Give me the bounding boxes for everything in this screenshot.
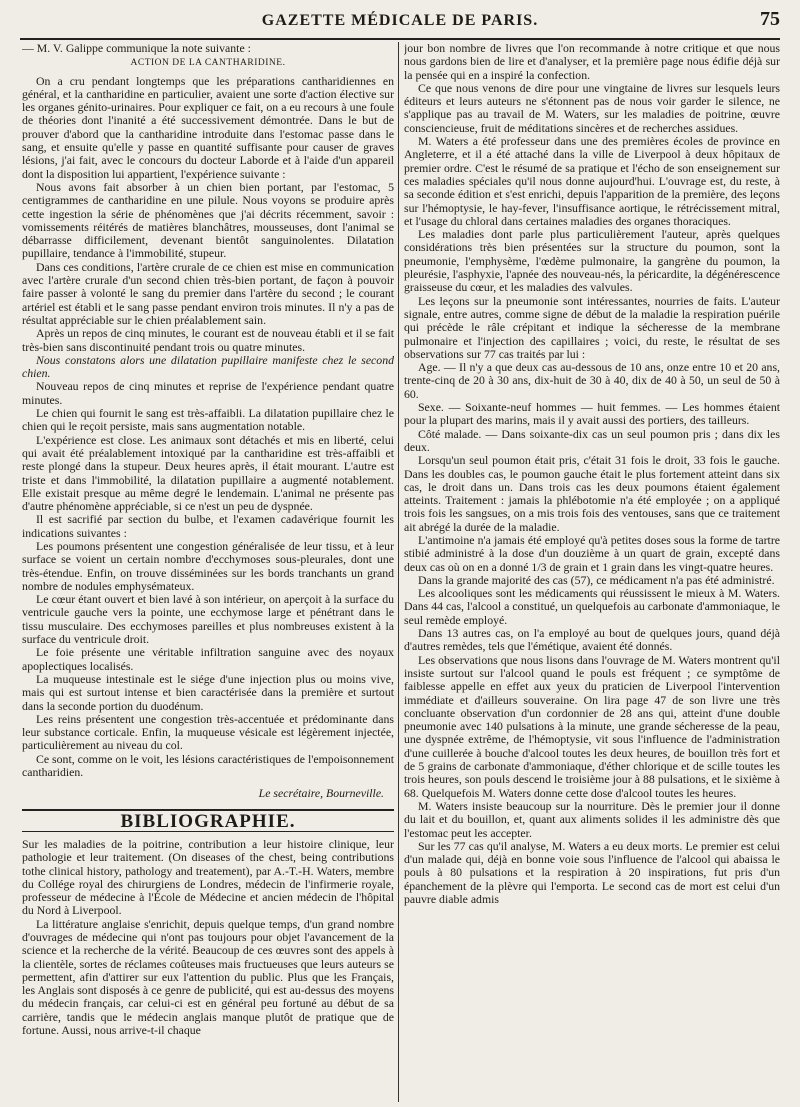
page-header <box>20 6 780 36</box>
paragraph: Les maladies dont parle plus particulièrement l'auteur, après quelques considérations très bien présentées sur la structure du poumon, sont la pneumonie, l'emphysème, l'œdème pulmonaire, la gangrène du poumon, la pleurésie, l'asphyxie, l'apnée des nouveau-nés, la péricardite, la dégénérescence graisseuse du cœur, et les maladies des valvules. <box>404 227 780 295</box>
paragraph: Sur les 77 cas qu'il analyse, M. Waters a eu deux morts. Le premier est celui d'un malade qui, déjà en bonne voie sous l'influence de l'alcool qui abaissa le pouls à 80 pulsations et la respiration à 20 inspirations, fut pris d'un épanchement de la plèvre qui l'emporta. Le second cas de mort est celui d'un pauvre diable admis <box>404 838 780 906</box>
paragraph: L'antimoine n'a jamais été employé qu'à petites doses sous la forme de tartre stibié administré à la dose d'un douzième à un quart de grain, excepté dans deux cas où on en a donné 1/3 de grain et 1 grain dans les vingt-quatre heures. <box>404 532 780 574</box>
paragraph: Dans 13 autres cas, on l'a employé au bout de quelques jours, quand déjà d'autres remèdes, tels que l'émétique, avaient été donnés. <box>404 626 780 654</box>
paragraph: Le chien qui fournit le sang est très-affaibli. La dilatation pupillaire chez le chien qui le reçoit persiste, mais sans augmentation notable. <box>22 406 394 434</box>
paragraph: Ce que nous venons de dire pour une vingtaine de livres sur lesquels leurs éditeurs et leurs auteurs ne s'étonnent pas de nous voir garder le silence, ne s'applique pas au travail de M. Waters, sur les maladies de poitrine, œuvre consciencieuse, fruit de méditations sincères et de recherches assidues. <box>404 80 780 135</box>
paragraph: Ce sont, comme on le voit, les lésions caractéristiques de l'empoisonnement cantharidien. <box>22 751 394 780</box>
column-divider <box>398 42 399 1102</box>
paragraph: M. Waters insiste beaucoup sur la nourriture. Dès le premier jour il donne du lait et du bouillon, et, quant aux aliments solides il les administre dès que l'estomac peut les accepter. <box>404 798 780 840</box>
paragraph: Il est sacrifié par section du bulbe, et l'examen cadavérique fournit les indications suivantes : <box>22 512 394 540</box>
paragraph: Sexe. — Soixante-neuf hommes — huit femmes. — Les hommes étaient pour la plupart des marins, mais il y avait aussi des portiers, des tailleurs. <box>404 400 780 428</box>
paragraph: Nous avons fait absorber à un chien bien portant, par l'estomac, 5 centigrammes de cantharidine en une pilule. Nous voyons se produire après cette ingestion la série de phénomènes que j'ai décrits récemment, savoir : vomissements réitérés de matières blanchâtres, mousseuses, dont l'animal se débarrasse difficilement, devenant bientôt sanguinolentes. Dilatation pupillaire, tendance à l'immobilité, stupeur. <box>22 179 394 261</box>
paragraph: Lorsqu'un seul poumon était pris, c'était 31 fois le droit, 33 fois le gauche. Dans les doubles cas, le poumon gauche était le plus fortement atteint dans six cas, le droit dans un. Dans trois cas les deux poumons étaient également atteints. Traitement : jamais la phlébotomie n'a été employée ; on a appliqué trois fois les sangsues, on a mis trois fois des ventouses, sans que ce traitement ait abrégé la durée de la maladie. <box>404 453 780 534</box>
paragraph: jour bon nombre de livres que l'on recommande à notre critique et que nous nous gardons bien de lire et d'analyser, et la première page nous édifie déjà sur la pensée qui en a inspiré la confection. <box>404 42 780 82</box>
paragraph: Nouveau repos de cinq minutes et reprise de l'expérience pendant quatre minutes. <box>22 379 394 407</box>
page-number: 75 <box>760 8 780 30</box>
paragraph: Le foie présente une véritable infiltration sanguine avec des noyaux apoplectiques localisés. <box>22 645 394 673</box>
right-column <box>404 42 780 1102</box>
paragraph: Le cœur étant ouvert et bien lavé à son intérieur, on aperçoit à la surface du ventricule gauche vers la pointe, une ecchymose large et pénétrant dans le tissu musculaire. Des ecchymoses pareilles et plus nombreuses existent à la surface du ventricule droit. <box>22 592 394 647</box>
header-rule <box>20 38 780 40</box>
signature: Le secrétaire, Bourneville. <box>258 786 384 801</box>
paragraph: Les poumons présentent une congestion généralisée de leur tissu, et à leur surface se voient un certain nombre d'ecchymoses sous-pleurales, dont une très-étendue. Enfin, on trouve disséminées sur les bords tranchants un grand nombre de nodules emphysémateux. <box>22 538 394 593</box>
paragraph: Dans ces conditions, l'artère crurale de ce chien est mise en communication avec l'artère crurale d'un second chien très-bien portant, de façon à pouvoir faire passer à volonté le sang du premier dans l'artère du second ; le courant artériel est établi et le sang passe pendant environ trois minutes. Il n'y a pas de résultat appréciable sur le chien préalablement sain. <box>22 259 394 327</box>
paragraph: Les observations que nous lisons dans l'ouvrage de M. Waters montrent qu'il insiste surtout sur l'alcool quand le pouls est fréquent ; ce symptôme de faiblesse appelle en effet aux yeux du praticien de Liverpool l'intervention immédiate et d'ailleurs souveraine. On lira page 47 de son livre une très concluante observation d'un cordonnier de 28 ans qui, atteint d'une double pneumonie avec 140 pulsations à la minute, une grande sécheresse de la peau, une dyspnée extrême, de l'hémoptysie, vit sous l'influence de l'administration d'une cuillerée à bouche d'alcool toutes les deux heures, de bouillon très fort et de 5 grains de carbonate d'ammoniaque, d'éther chlorique et de scille toutes les trois heures, son pouls descend le troisième jour à 88 pulsations, et le sixième à 68. Quelquefois M. Waters donne cette dose d'alcool toutes les heures. <box>404 652 780 800</box>
paragraph: La littérature anglaise s'enrichit, depuis quelque temps, d'un grand nombre d'ouvrages de médecine qui n'ont pas toujours pour objet l'avancement de la science et la recherche de la vérité. Beaucoup de ces œuvres sont des appels à la clientèle, sortes de réclames coûteuses mais fructueuses que leurs auteurs se permettent, afin d'attirer sur eux l'attention du public. Plus que les Français, les Anglais sont disposés à ce genre de publicité, qui est au-dessus des moyens du médecin français, car celui-ci est en général peu fortuné au début de sa carrière, tandis que le médecin anglais manque plutôt de pratique que de fortune. Aussi, nous arrive-t-il chaque <box>22 916 394 1038</box>
intro-line: — M. V. Galippe communique la note suivante : <box>22 42 251 55</box>
paragraph: Côté malade. — Dans soixante-dix cas un seul poumon pris ; dans dix les deux. <box>404 426 780 454</box>
bibliography-heading: BIBLIOGRAPHIE. <box>22 809 394 832</box>
paragraph: Après un repos de cinq minutes, le courant est de nouveau établi et il se fait très-bien sans discontinuité pendant trois ou quatre minutes. <box>22 326 394 354</box>
paragraph: Les reins présentent une congestion très-accentuée et prédominante dans leur substance corticale. Enfin, la muqueuse vésicale est légèrement injectée, particulièrement au niveau du col. <box>22 711 394 753</box>
paragraph: On a cru pendant longtemps que les préparations cantharidiennes en général, et la cantharidine en particulier, avaient une sorte d'action élective sur les organes génito-urinaires. Pour expliquer ce fait, on a eu recours à une foule de théories dont l'inanité a été successivement démontrée. Dans le but de prouver d'abord que la cantharidine introduite dans l'estomac passe dans le sang, et ensuite qu'elle y passe en quantité suffisante pour causer de graves lésions, j'ai fait, avec le concours du docteur Laborde et à l'aide d'un appareil dont la disposition lui appartient, l'expérience suivante : <box>22 73 394 181</box>
paragraph: Les leçons sur la pneumonie sont intéressantes, nourries de faits. L'auteur signale, entre autres, comme signe de début de la maladie la respiration puérile qui précède le râle crépitant et indique la sécheresse de la membrane pulmonaire et l'injection des capillaires ; voici, du reste, le résultat de ses observations sur 77 cas traités par lui : <box>404 293 780 361</box>
book-notice: Sur les maladies de la poitrine, contribution a leur histoire clinique, leur pathologie et leur traitement. (On diseases of the chest, being contributions tothe clinical history, pathology and treatement), par A.-T.-H. Waters, membre du Collége royal des chirurgiens de Londres, médecin de l'infirmerie royale, professeur de médecine à l'École de Médecine et ancien médecin de l'hôpital du Nord à Liverpool. <box>22 836 394 918</box>
paragraph: M. Waters a été professeur dans une des premières écoles de province en Angleterre, et il a été attaché dans la ville de Liverpool à deux hôpitaux de premier ordre. C'est le résumé de sa pratique et l'écho de son enseignement sur ces maladies spéciales qu'il nous donne aujourd'hui. L'ouvrage est, du reste, à sa seconde édition et s'est enrichi, depuis l'apparition de la première, des leçons sur l'hémoptysie, le hay-fever, l'insuffisance aortique, le rétrécissement mitral, et l'usage du chloral dans certaines maladies des organes thoraciques. <box>404 134 780 228</box>
paragraph: Dans la grande majorité des cas (57), ce médicament n'a pas été administré. <box>418 572 775 587</box>
paragraph: Nous constatons alors une dilatation pupillaire manifeste chez le second chien. <box>22 352 394 381</box>
section-title: ACTION DE LA CANTHARIDINE. <box>130 58 286 69</box>
left-column <box>22 42 394 1102</box>
journal-title: GAZETTE MÉDICALE DE PARIS. <box>261 12 539 29</box>
paragraph: Age. — Il n'y a que deux cas au-dessous de 10 ans, onze entre 10 et 20 ans, trente-cinq de 20 à 30 ans, dix-huit de 30 à 40, dix de 40 à 50, un seul de 50 à 60. <box>404 360 780 401</box>
paragraph: Les alcooliques sont les médicaments qui réussissent le mieux à M. Waters. Dans 44 cas, l'alcool a constitué, un quelquefois au carbonate d'ammoniaque, le seul remède employé. <box>404 586 780 627</box>
paragraph: La muqueuse intestinale est le siége d'une injection plus ou moins vive, mais qui est surtout intense et bien caractérisée dans la première et surtout dans la seconde portion du duodénum. <box>22 671 394 713</box>
paragraph: L'expérience est close. Les animaux sont détachés et mis en liberté, celui qui avait été préalablement intoxiqué par la cantharidine est très-affaibli et reste plongé dans la stupeur. Deux heures après, il était mourant. L'autre est triste et dans l'immobilité, la dilatation pupillaire a augmenté notablement. Elle existait presque au même degré le lendemain. L'animal ne présente pas d'autre phénomène appréciable, si ce n'est un peu de dyspnée. <box>22 432 394 514</box>
